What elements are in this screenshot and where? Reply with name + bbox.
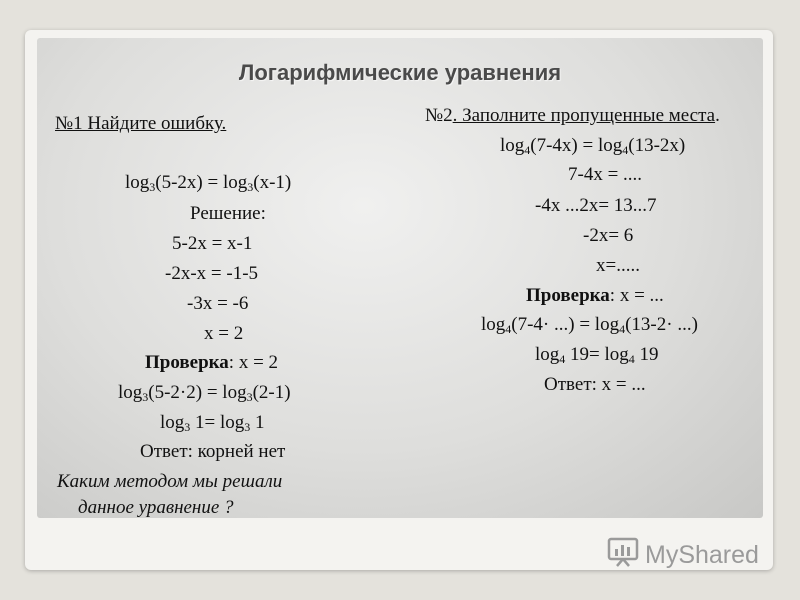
solution-step-2: -2x-x = -1-5 <box>165 263 259 284</box>
task2-step-2: -4x ...2x= 13...7 <box>535 195 657 216</box>
task1-answer: Ответ: корней нет <box>140 441 286 462</box>
task2-answer: Ответ: x = ... <box>544 374 646 395</box>
task1-label: №1 Найдите ошибку. <box>55 113 227 134</box>
myshared-text: MyShared <box>645 540 759 569</box>
question-line-1: Каким методом мы решали <box>57 471 283 492</box>
question-line-2: данное уравнение ? <box>78 497 234 518</box>
task1-equation: $\log_3(5-2x) = \log_3(x-1)$ <box>125 172 292 194</box>
solution-step-3: -3x = -6 <box>187 293 249 314</box>
slide-title: Логарифмические уравнения <box>238 60 562 85</box>
task2-label: №2. Заполните пропущенные места. <box>425 105 720 126</box>
myshared-watermark <box>607 537 759 573</box>
task2-equation: $\log_4(7-4x) = \log_4(13-2x)$ <box>500 135 686 157</box>
task2-check-line-2: $\log_4 19= \log_4 19$ <box>535 344 659 366</box>
task2-check: Проверка: x = ... <box>526 285 664 306</box>
task1-check-line-1: $\log_3(5-2\cdot 2) = \log_3(2-1)$ <box>118 382 291 404</box>
task2-step-1: 7-4x = .... <box>568 164 643 185</box>
myshared-logo-icon <box>607 536 645 575</box>
solution-step-4: x = 2 <box>204 323 244 344</box>
task1-check-line-2: $\log_3 1= \log_3 1$ <box>160 412 265 434</box>
task2-check-line-1: $\log_4(7-4\cdot$ ...) = $\log_4(13-2\cdot$ ...) <box>481 314 698 336</box>
task1-check: Проверка: x = 2 <box>145 352 279 373</box>
solution-step-1: 5-2x = x-1 <box>172 233 253 254</box>
task2-step-3: -2x= 6 <box>583 225 634 246</box>
solution-label: Решение: <box>190 203 266 224</box>
task2-step-4: x=..... <box>596 255 640 276</box>
